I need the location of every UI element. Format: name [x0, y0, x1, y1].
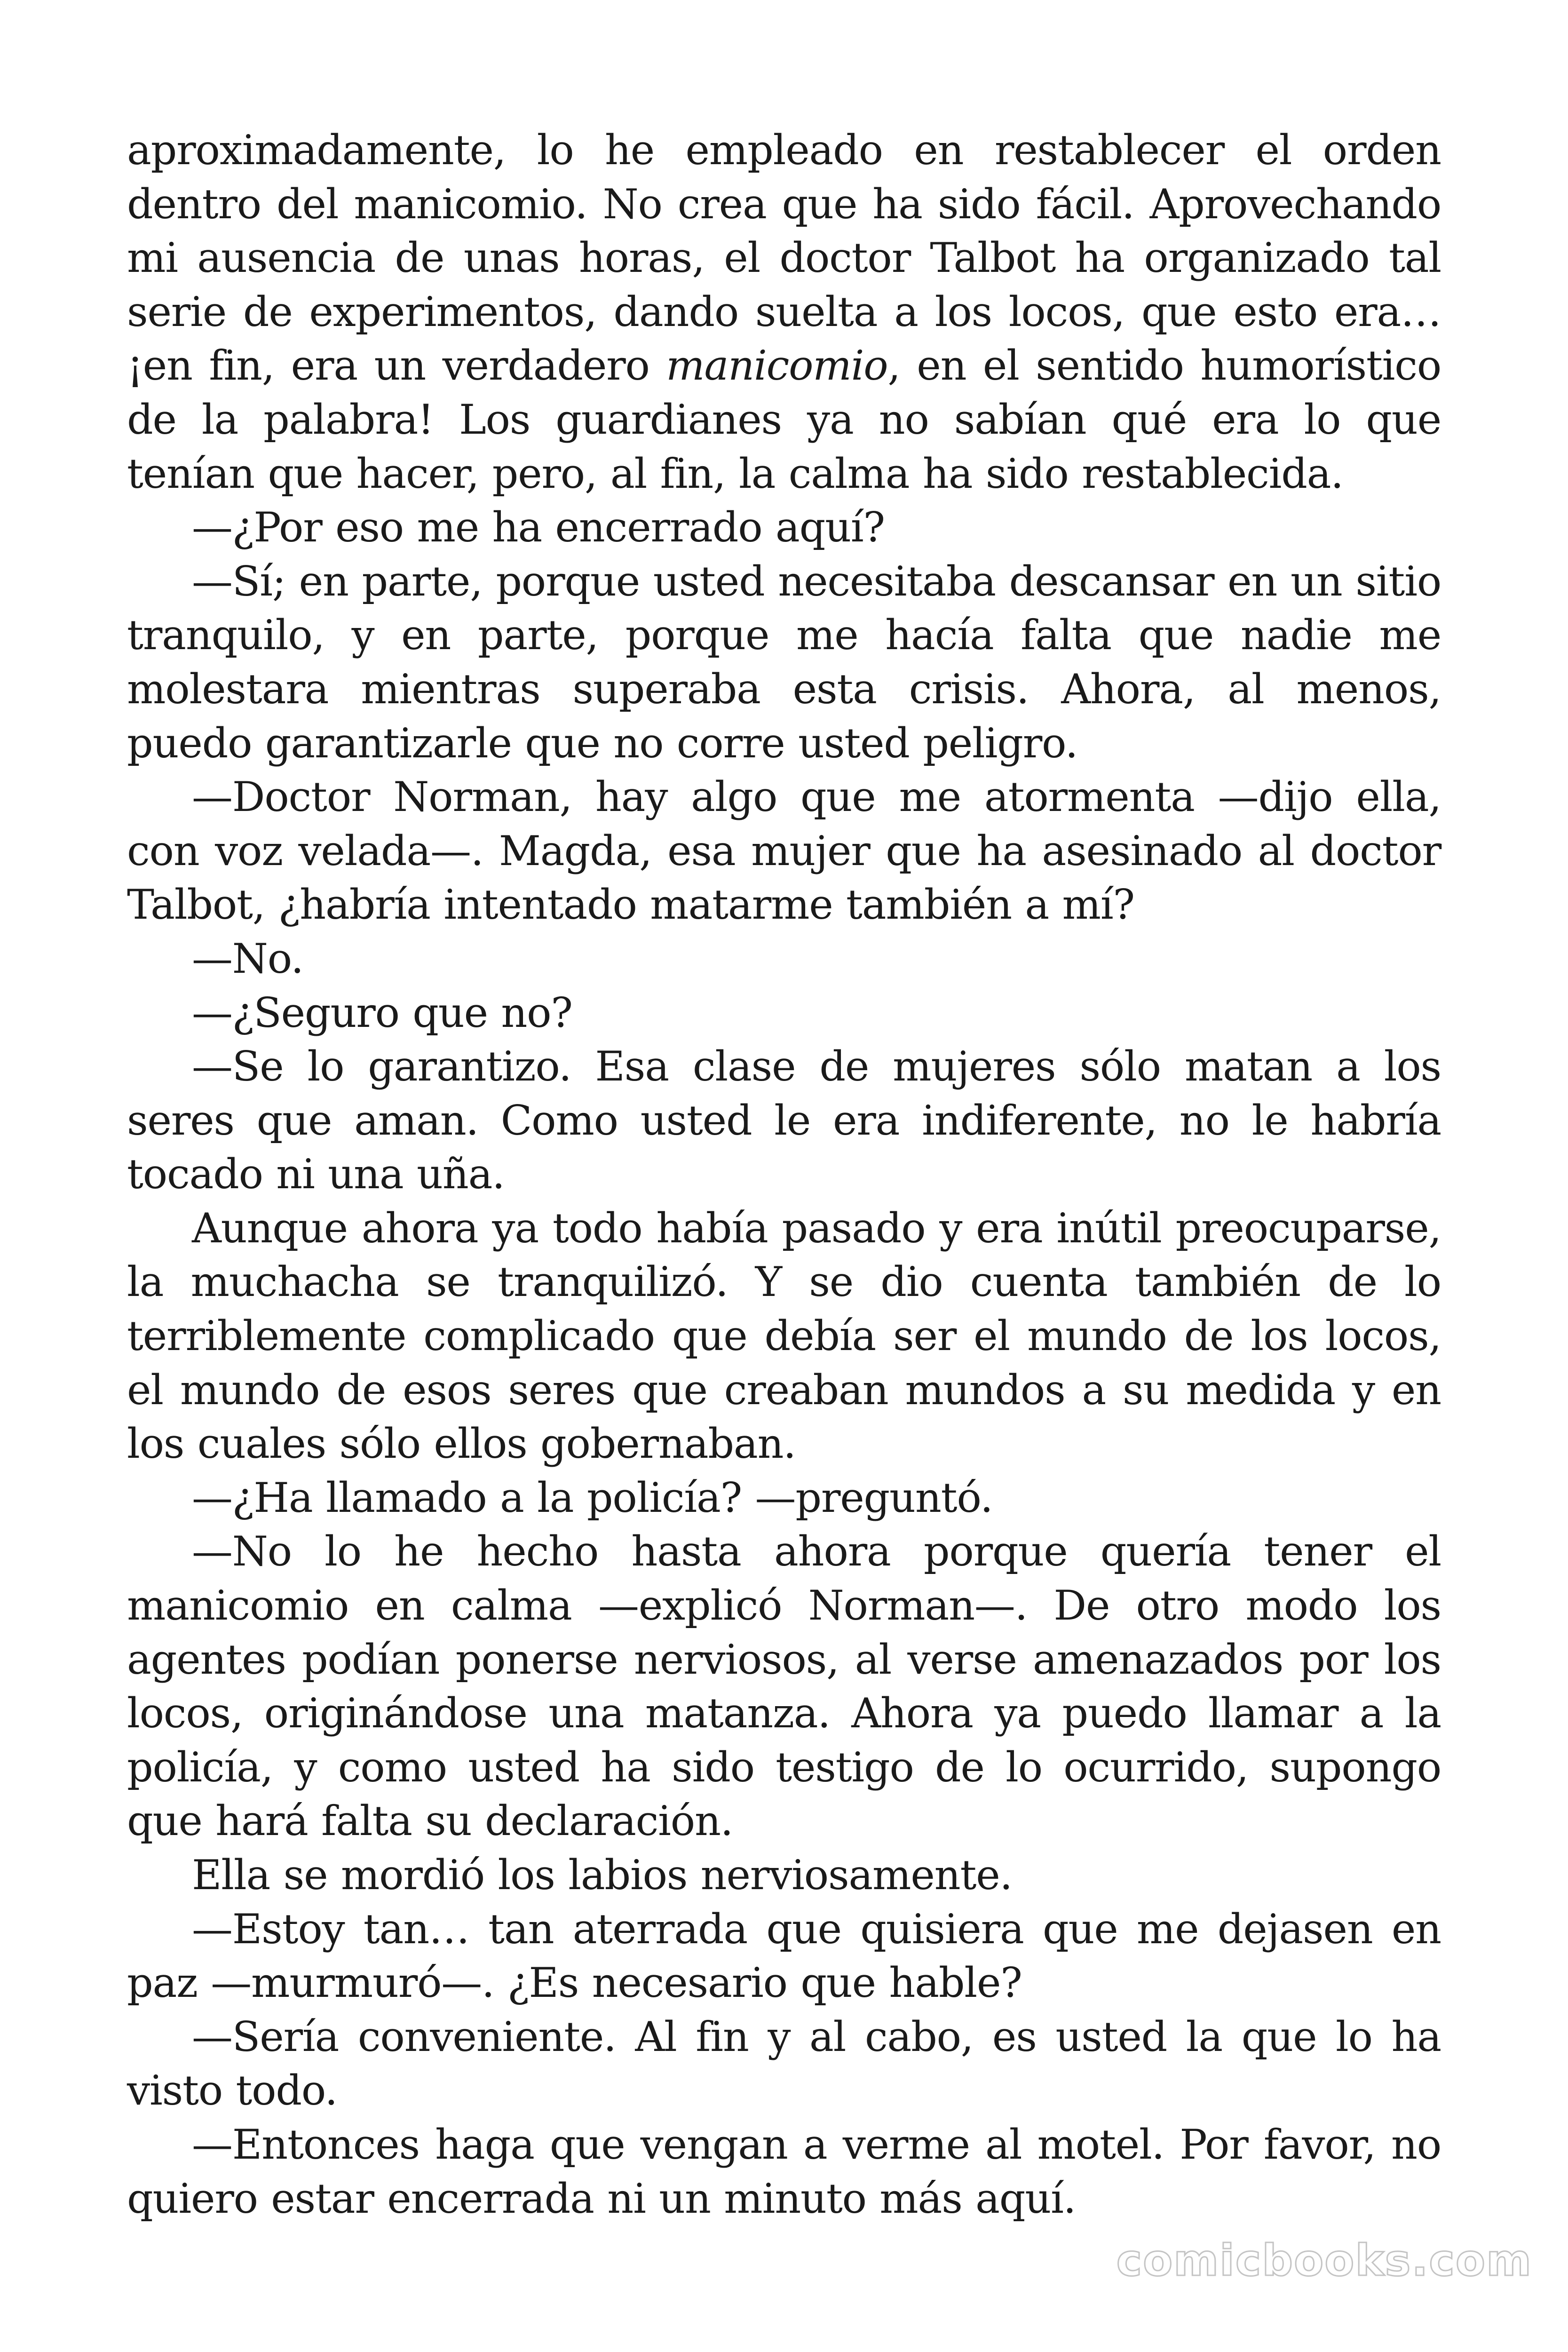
paragraph-5: —No. [192, 934, 303, 983]
paragraph-10: —No lo he hecho hasta ahora porque quería tener el manicomio en calma —explicó Norman—. De otro modo los agentes podían ponerse nerviosos, al verse amenazados por los locos, originándose una matanza. Ahora ya puedo llamar a la policía, y como usted ha sido testigo de lo ocurrido, supongo que hará falta su declaración. [127, 1527, 1441, 1845]
paragraph-4: —Doctor Norman, hay algo que me atormenta —dijo ella, con voz velada—. Magda, esa mujer que ha asesinado al doctor Talbot, ¿habría intentado matarme también a mí? [127, 773, 1441, 929]
paragraph-8: Aunque ahora ya todo había pasado y era inútil preocuparse, la muchacha se tranquilizó. Y se dio cuenta también de lo terriblemente complicado que debía ser el mundo de los locos, el mundo de esos seres que creaban mundos a su medida y en los cuales sólo ellos gobernaban. [127, 1204, 1441, 1468]
paragraph-1 [127, 123, 1441, 501]
paragraph-6: —¿Seguro que no? [192, 988, 572, 1037]
paragraph-3: —Sí; en parte, porque usted necesitaba descansar en un sitio tranquilo, y en parte, porque me hacía falta que nadie me molestara mientras superaba esta crisis. Ahora, al menos, puedo garantizarle que no corre usted peligro. [127, 557, 1441, 767]
paragraph-13: —Sería conveniente. Al fin y al cabo, es usted la que lo ha visto todo. [127, 2012, 1441, 2115]
paragraph-2: —¿Por eso me ha encerrado aquí? [192, 503, 885, 552]
paragraph-1-text-after: , en el sentido humorístico de la palabra! Los guardianes ya no sabían qué era lo que tenían que hacer, pero, al fin, la calma ha sido restablecida. [127, 342, 1441, 498]
paragraph-7: —Se lo garantizo. Esa clase de mujeres sólo matan a los seres que aman. Como usted le era indiferente, no le habría tocado ni una uña. [127, 1042, 1441, 1199]
watermark: comicbooks.com [1116, 2235, 1532, 2286]
paragraph-14: —Entonces haga que vengan a verme al motel. Por favor, no quiero estar encerrada ni un minuto más aquí. [127, 2120, 1441, 2223]
paragraph-12: —Estoy tan… tan aterrada que quisiera que me dejasen en paz —murmuró—. ¿Es necesario que hable? [127, 1905, 1441, 2007]
paragraph-9: —¿Ha llamado a la policía? —preguntó. [192, 1473, 993, 1522]
paragraph-11: Ella se mordió los labios nerviosamente. [192, 1851, 1012, 1899]
paragraph-1-emphasis: manicomio [666, 342, 888, 390]
paragraph-1-text-before: aproximadamente, lo he empleado en restablecer el orden dentro del manicomio. No crea que ha sido fácil. Aprovechando mi ausencia de unas horas, el doctor Talbot ha organizado tal serie de experimentos, dando suelta a los locos, que esto era… ¡en fin, era un verdadero [127, 126, 1441, 390]
book-page-text [127, 123, 1441, 2225]
